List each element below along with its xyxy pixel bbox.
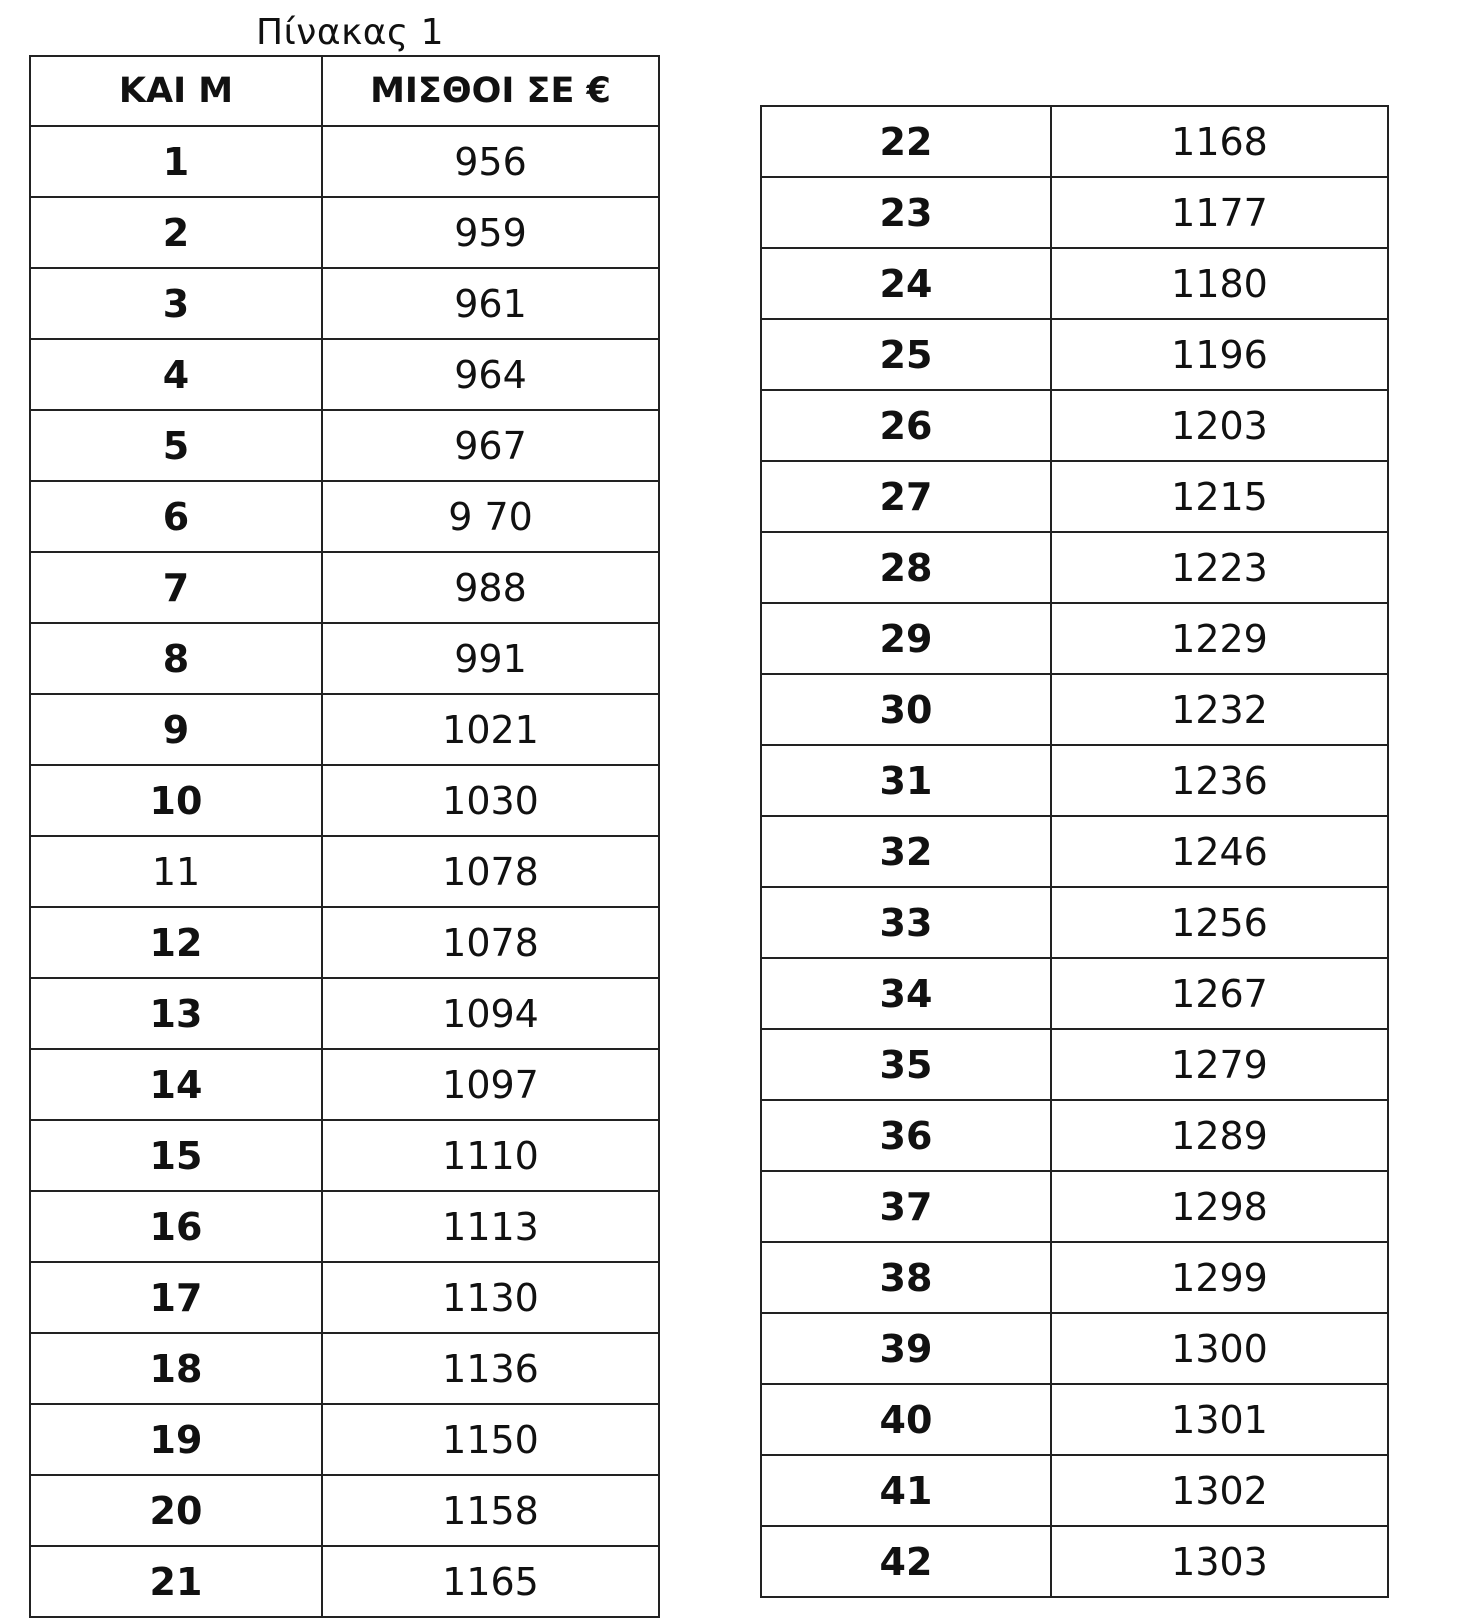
category-cell: 37 — [761, 1171, 1051, 1242]
salary-cell: 1136 — [322, 1333, 659, 1404]
category-cell: 30 — [761, 674, 1051, 745]
table-row — [30, 765, 659, 836]
salary-cell: 1232 — [1051, 674, 1388, 745]
salary-cell: 1097 — [322, 1049, 659, 1120]
category-cell: 9 — [30, 694, 322, 765]
category-cell: 12 — [30, 907, 322, 978]
category-cell: 19 — [30, 1404, 322, 1475]
salary-cell: 1150 — [322, 1404, 659, 1475]
salary-cell: 1299 — [1051, 1242, 1388, 1313]
category-cell: 36 — [761, 1100, 1051, 1171]
table-row — [761, 958, 1388, 1029]
category-cell: 24 — [761, 248, 1051, 319]
salary-cell: 964 — [322, 339, 659, 410]
table-row — [761, 745, 1388, 816]
salary-cell: 1158 — [322, 1475, 659, 1546]
category-cell: 18 — [30, 1333, 322, 1404]
table-row — [30, 339, 659, 410]
table-row — [761, 887, 1388, 958]
category-cell: 6 — [30, 481, 322, 552]
table-caption: Πίνακας 1 — [256, 12, 445, 53]
salary-cell: 988 — [322, 552, 659, 623]
salary-cell: 1196 — [1051, 319, 1388, 390]
table-row — [761, 1313, 1388, 1384]
table-row — [761, 816, 1388, 887]
salary-cell: 959 — [322, 197, 659, 268]
table-row — [761, 532, 1388, 603]
category-cell: 10 — [30, 765, 322, 836]
table-row — [761, 177, 1388, 248]
table-row — [30, 1475, 659, 1546]
table-row — [761, 461, 1388, 532]
salary-cell: 1180 — [1051, 248, 1388, 319]
table-row — [30, 268, 659, 339]
salary-table-left — [29, 55, 660, 1618]
table-row — [30, 126, 659, 197]
salary-cell: 961 — [322, 268, 659, 339]
category-cell: 5 — [30, 410, 322, 481]
salary-cell: 9 70 — [322, 481, 659, 552]
category-cell: 14 — [30, 1049, 322, 1120]
table-row — [761, 1242, 1388, 1313]
category-cell: 1 — [30, 126, 322, 197]
table-row — [761, 1384, 1388, 1455]
salary-cell: 1168 — [1051, 106, 1388, 177]
salary-table-right — [760, 105, 1389, 1598]
salary-cell: 1223 — [1051, 532, 1388, 603]
table-row — [761, 319, 1388, 390]
header-salary: ΜΙΣΘΟΙ ΣΕ € — [322, 56, 659, 126]
category-cell: 7 — [30, 552, 322, 623]
category-cell: 4 — [30, 339, 322, 410]
table-row — [761, 674, 1388, 745]
category-cell: 3 — [30, 268, 322, 339]
salary-cell: 1301 — [1051, 1384, 1388, 1455]
category-cell: 28 — [761, 532, 1051, 603]
salary-cell: 1267 — [1051, 958, 1388, 1029]
table-row — [30, 836, 659, 907]
header-category: ΚΑΙ Μ — [30, 56, 322, 126]
salary-cell: 1229 — [1051, 603, 1388, 674]
category-cell: 42 — [761, 1526, 1051, 1597]
category-cell: 8 — [30, 623, 322, 694]
table-row — [30, 1120, 659, 1191]
table-row — [30, 552, 659, 623]
category-cell: 32 — [761, 816, 1051, 887]
salary-cell: 1289 — [1051, 1100, 1388, 1171]
category-cell: 27 — [761, 461, 1051, 532]
category-cell: 31 — [761, 745, 1051, 816]
salary-cell: 1130 — [322, 1262, 659, 1333]
category-cell: 40 — [761, 1384, 1051, 1455]
salary-cell: 1177 — [1051, 177, 1388, 248]
category-cell: 13 — [30, 978, 322, 1049]
category-cell: 33 — [761, 887, 1051, 958]
salary-cell: 1302 — [1051, 1455, 1388, 1526]
category-cell: 11 — [30, 836, 322, 907]
table-header-row — [30, 56, 659, 126]
category-cell: 20 — [30, 1475, 322, 1546]
table-row — [30, 1049, 659, 1120]
table-row — [30, 1262, 659, 1333]
salary-cell: 1113 — [322, 1191, 659, 1262]
salary-cell: 1300 — [1051, 1313, 1388, 1384]
category-cell: 22 — [761, 106, 1051, 177]
table-row — [761, 106, 1388, 177]
table-row — [761, 1029, 1388, 1100]
category-cell: 15 — [30, 1120, 322, 1191]
table-body-right — [761, 106, 1388, 1597]
table-row — [30, 907, 659, 978]
table-row — [30, 481, 659, 552]
table-row — [761, 1100, 1388, 1171]
salary-cell: 991 — [322, 623, 659, 694]
salary-cell: 1298 — [1051, 1171, 1388, 1242]
table-row — [30, 1546, 659, 1617]
salary-cell: 1078 — [322, 907, 659, 978]
salary-cell: 1303 — [1051, 1526, 1388, 1597]
category-cell: 34 — [761, 958, 1051, 1029]
table-row — [30, 623, 659, 694]
table-row — [30, 1191, 659, 1262]
category-cell: 16 — [30, 1191, 322, 1262]
category-cell: 23 — [761, 177, 1051, 248]
salary-cell: 1256 — [1051, 887, 1388, 958]
salary-cell: 1165 — [322, 1546, 659, 1617]
category-cell: 21 — [30, 1546, 322, 1617]
category-cell: 39 — [761, 1313, 1051, 1384]
category-cell: 38 — [761, 1242, 1051, 1313]
table-row — [761, 248, 1388, 319]
salary-cell: 1236 — [1051, 745, 1388, 816]
salary-cell: 956 — [322, 126, 659, 197]
table-row — [761, 1171, 1388, 1242]
salary-cell: 1094 — [322, 978, 659, 1049]
category-cell: 29 — [761, 603, 1051, 674]
category-cell: 25 — [761, 319, 1051, 390]
salary-cell: 1246 — [1051, 816, 1388, 887]
table-row — [761, 1526, 1388, 1597]
category-cell: 2 — [30, 197, 322, 268]
salary-cell: 1203 — [1051, 390, 1388, 461]
salary-cell: 1078 — [322, 836, 659, 907]
table-row — [30, 1404, 659, 1475]
table-row — [30, 694, 659, 765]
table-row — [30, 978, 659, 1049]
table-row — [761, 390, 1388, 461]
salary-cell: 967 — [322, 410, 659, 481]
salary-cell: 1110 — [322, 1120, 659, 1191]
category-cell: 41 — [761, 1455, 1051, 1526]
salary-cell: 1030 — [322, 765, 659, 836]
category-cell: 17 — [30, 1262, 322, 1333]
salary-cell: 1279 — [1051, 1029, 1388, 1100]
table-row — [30, 197, 659, 268]
category-cell: 35 — [761, 1029, 1051, 1100]
table-row — [30, 1333, 659, 1404]
table-row — [761, 1455, 1388, 1526]
salary-cell: 1215 — [1051, 461, 1388, 532]
salary-cell: 1021 — [322, 694, 659, 765]
category-cell: 26 — [761, 390, 1051, 461]
table-row — [30, 410, 659, 481]
table-row — [761, 603, 1388, 674]
table-body-left — [30, 126, 659, 1617]
